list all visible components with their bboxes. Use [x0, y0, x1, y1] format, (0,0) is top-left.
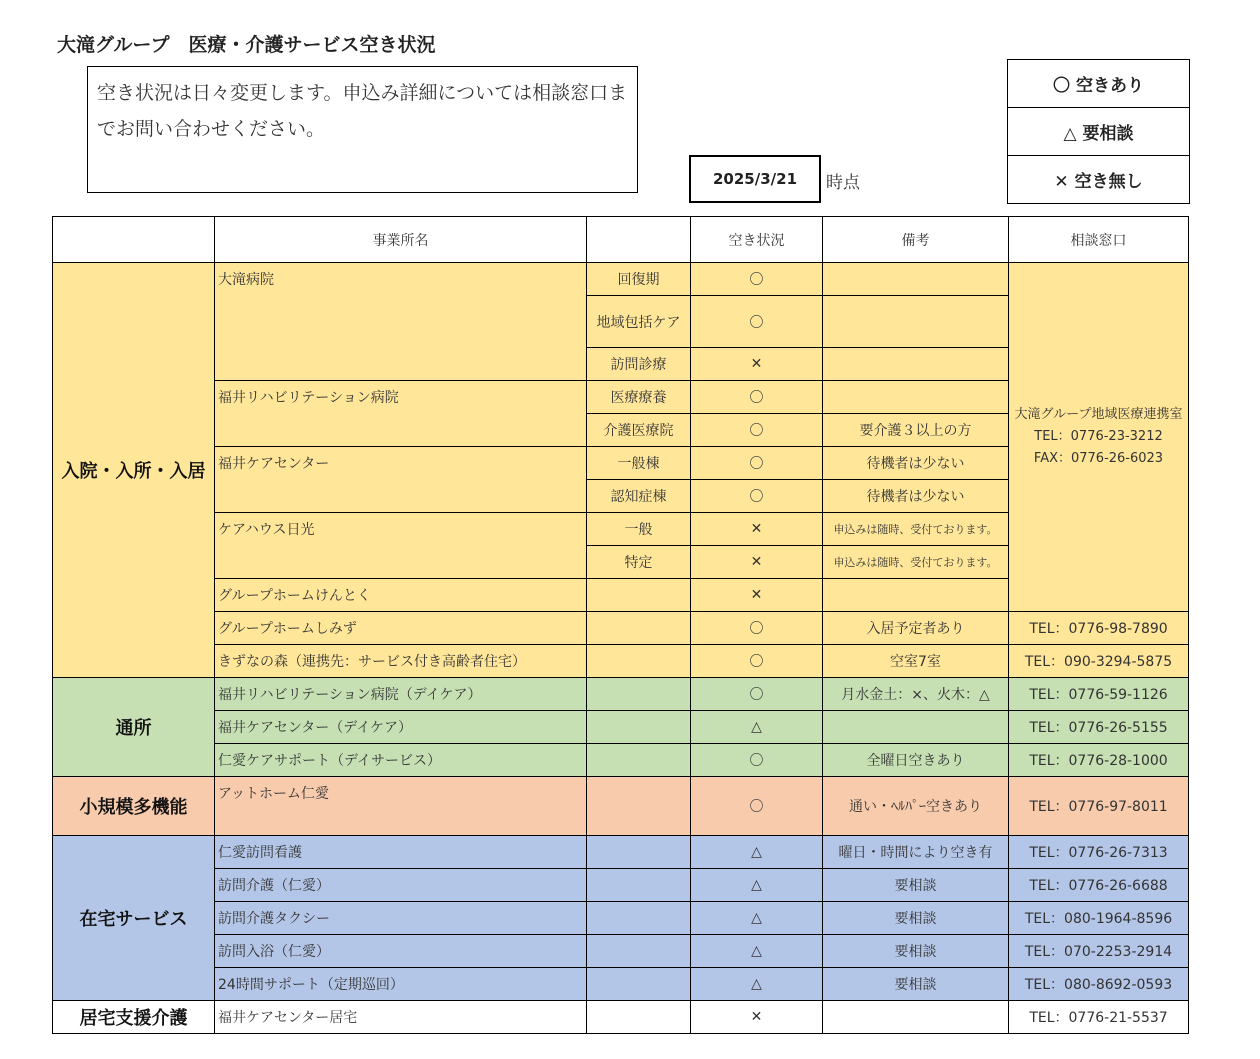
note-cell: 要相談 [823, 902, 1009, 935]
status-mark: ✕ [691, 546, 823, 579]
note-cell [823, 1001, 1009, 1034]
contact-tel: TEL：0776-26-5155 [1009, 711, 1189, 744]
legend-none: ✕ 空き無し [1054, 172, 1143, 192]
note-cell: 入居予定者あり [823, 612, 1009, 645]
unit-type [587, 678, 691, 711]
table-row [53, 645, 1189, 678]
contact-tel: TEL：070-2253-2914 [1009, 935, 1189, 968]
facility-name: ケアハウス日光 [215, 513, 587, 579]
unit-type [587, 645, 691, 678]
category-cell: 入院・入所・入居 [53, 263, 215, 678]
unit-type [587, 744, 691, 777]
note-cell: 通い・ﾍﾙﾊﾟｰ空きあり [823, 777, 1009, 836]
unit-type: 一般 [587, 513, 691, 546]
unit-type [587, 836, 691, 869]
contact-tel: TEL：0776-28-1000 [1009, 744, 1189, 777]
unit-type [587, 869, 691, 902]
contact-tel: TEL：0776-26-6688 [1009, 869, 1189, 902]
contact-tel: TEL：090-3294-5875 [1009, 645, 1189, 678]
contact-fax: FAX：0776-26-6023 [1033, 451, 1164, 466]
status-mark: △ [691, 935, 823, 968]
contact-tel: TEL：0776-97-8011 [1009, 777, 1189, 836]
header-contact: 相談窓口 [1009, 217, 1189, 263]
header-notes: 備考 [823, 217, 1009, 263]
note-cell: 待機者は少ない [823, 447, 1009, 480]
unit-type: 訪問診療 [587, 348, 691, 381]
availability-table [52, 216, 1189, 1034]
facility-name: 訪問入浴（仁愛） [215, 935, 587, 968]
status-mark: △ [691, 968, 823, 1001]
unit-type [587, 1001, 691, 1034]
facility-name: グループホームけんとく [215, 579, 587, 612]
status-mark: △ [691, 902, 823, 935]
facility-name: 福井リハビリテーション病院 [215, 381, 587, 447]
facility-name: 訪問介護（仁愛） [215, 869, 587, 902]
notice-box: 空き状況は日々変更します。申込み詳細については相談窓口までお問い合わせください。 [87, 66, 638, 193]
legend-consult: △ 要相談 [1008, 108, 1189, 156]
unit-type: 医療療養 [587, 381, 691, 414]
contact-main [1009, 263, 1189, 612]
category-cell: 通所 [53, 678, 215, 777]
unit-type [587, 935, 691, 968]
status-mark: 〇 [691, 678, 823, 711]
facility-name: 福井リハビリテーション病院（デイケア） [215, 678, 587, 711]
table-row [53, 836, 1189, 869]
facility-name: 福井ケアセンター（デイケア） [215, 711, 587, 744]
note-cell [823, 263, 1009, 296]
unit-type [587, 902, 691, 935]
note-cell: 曜日・時間により空き有 [823, 836, 1009, 869]
header-status: 空き状況 [691, 217, 823, 263]
contact-tel: TEL：080-1964-8596 [1009, 902, 1189, 935]
table-row [53, 1001, 1189, 1034]
table-row [53, 902, 1189, 935]
table-row [53, 711, 1189, 744]
note-cell: 申込みは随時、受付ております。 [823, 546, 1009, 579]
contact-office: 大滝グループ地域医療連携室 [1014, 407, 1183, 422]
status-mark: 〇 [691, 447, 823, 480]
note-cell: 全曜日空きあり [823, 744, 1009, 777]
header-row [53, 217, 1189, 263]
note-cell [823, 381, 1009, 414]
facility-name: 仁愛ケアサポート（デイサービス） [215, 744, 587, 777]
table-row [53, 263, 1189, 296]
table-row [53, 612, 1189, 645]
status-mark: ✕ [691, 1001, 823, 1034]
unit-type: 認知症棟 [587, 480, 691, 513]
unit-type [587, 612, 691, 645]
category-cell: 在宅サービス [53, 836, 215, 1001]
facility-name: 大滝病院 [215, 263, 587, 381]
unit-type [587, 711, 691, 744]
status-mark: 〇 [691, 612, 823, 645]
note-cell: 要相談 [823, 935, 1009, 968]
unit-type: 地域包括ケア [587, 296, 691, 348]
facility-name: アットホーム仁愛 [215, 777, 587, 836]
note-cell: 要相談 [823, 968, 1009, 1001]
as-of-label: 時点 [826, 173, 860, 193]
unit-type: 回復期 [587, 263, 691, 296]
facility-name: 24時間サポート（定期巡回） [215, 968, 587, 1001]
facility-name: 福井ケアセンター居宅 [215, 1001, 587, 1034]
status-mark: 〇 [691, 263, 823, 296]
legend [1007, 59, 1190, 204]
note-cell: 月水金土：×、火木：△ [823, 678, 1009, 711]
category-cell: 居宅支援介護 [53, 1001, 215, 1034]
note-cell: 待機者は少ない [823, 480, 1009, 513]
note-cell: 要相談 [823, 869, 1009, 902]
facility-name: 仁愛訪問看護 [215, 836, 587, 869]
unit-type: 特定 [587, 546, 691, 579]
unit-type: 一般棟 [587, 447, 691, 480]
contact-tel: TEL：0776-59-1126 [1009, 678, 1189, 711]
table-row [53, 678, 1189, 711]
legend-available: 〇 空きあり [1008, 60, 1189, 108]
date-cell[interactable]: 2025/3/21 [689, 155, 821, 203]
contact-tel: TEL：080-8692-0593 [1009, 968, 1189, 1001]
contact-tel: TEL：0776-23-3212 [1034, 429, 1163, 444]
status-mark: 〇 [691, 381, 823, 414]
table-row [53, 935, 1189, 968]
status-mark: 〇 [691, 645, 823, 678]
note-cell: 空室7室 [823, 645, 1009, 678]
note-cell [823, 711, 1009, 744]
table-row [53, 744, 1189, 777]
unit-type [587, 968, 691, 1001]
status-mark: ✕ [691, 348, 823, 381]
unit-type: 介護医療院 [587, 414, 691, 447]
page-title: 大滝グループ 医療・介護サービス空き状況 [57, 34, 436, 56]
status-mark: 〇 [691, 296, 823, 348]
status-mark: ✕ [691, 579, 823, 612]
header-facility: 事業所名 [215, 217, 587, 263]
note-cell [823, 348, 1009, 381]
facility-name: きずなの森（連携先：サービス付き高齢者住宅） [215, 645, 587, 678]
note-cell [823, 296, 1009, 348]
status-mark: 〇 [691, 777, 823, 836]
note-cell: 申込みは随時、受付ております。 [823, 513, 1009, 546]
unit-type [587, 579, 691, 612]
unit-type [587, 777, 691, 836]
facility-name: グループホームしみず [215, 612, 587, 645]
table-row [53, 777, 1189, 836]
note-cell: 要介護３以上の方 [823, 414, 1009, 447]
status-mark: 〇 [691, 480, 823, 513]
category-cell: 小規模多機能 [53, 777, 215, 836]
facility-name: 訪問介護タクシー [215, 902, 587, 935]
header-cell [53, 217, 215, 263]
table-row [53, 869, 1189, 902]
contact-tel: TEL：0776-98-7890 [1009, 612, 1189, 645]
contact-tel: TEL：0776-21-5537 [1009, 1001, 1189, 1034]
status-mark: △ [691, 711, 823, 744]
table-row [53, 968, 1189, 1001]
status-mark: 〇 [691, 744, 823, 777]
status-mark: △ [691, 869, 823, 902]
status-mark: △ [691, 836, 823, 869]
status-mark: ✕ [691, 513, 823, 546]
facility-name: 福井ケアセンター [215, 447, 587, 513]
note-cell [823, 579, 1009, 612]
status-mark: 〇 [691, 414, 823, 447]
header-cell [587, 217, 691, 263]
contact-tel: TEL：0776-26-7313 [1009, 836, 1189, 869]
